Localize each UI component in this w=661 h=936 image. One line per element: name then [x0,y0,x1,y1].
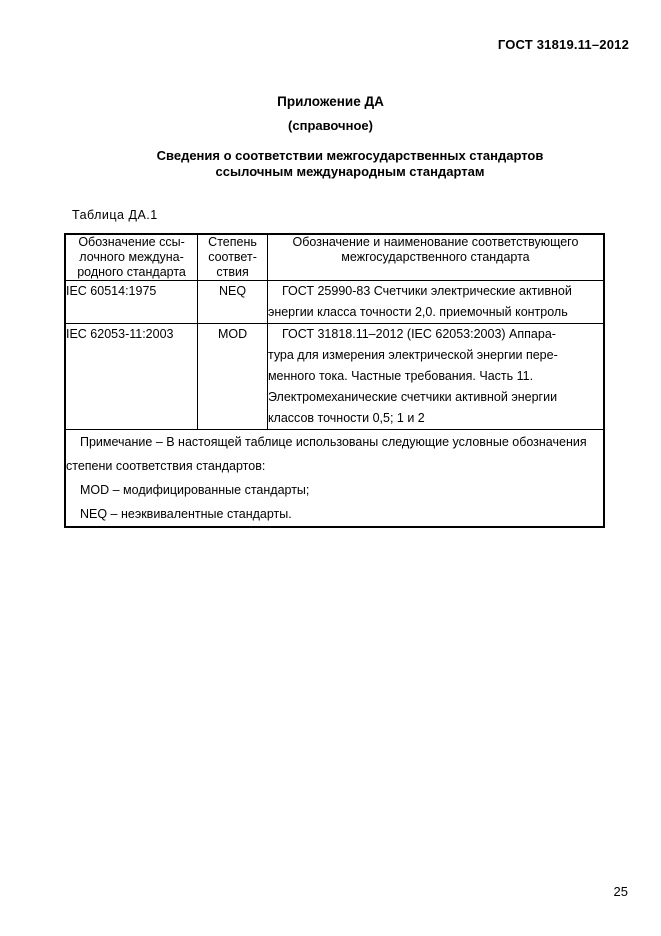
note-line: NEQ – неэквивалентные стандарты. [80,507,292,521]
cell-line: Электромеханические счетчики активной энергии [267,390,558,404]
cell-line: менного тока. Частные требования. Часть 11. [267,369,534,383]
annex-subtitle: (справочное) [288,118,373,133]
intl-standard-cell: IEC 62053-11:2003 [65,324,198,430]
standards-correspondence-table [64,233,605,528]
table-note [65,430,604,528]
column-header-degree [198,234,268,281]
cell-line: ГОСТ 31818.11–2012 (IEC 62053:2003) Аппара- [281,327,556,341]
header-line: лочного междуна- [79,250,184,264]
degree-cell: MOD [198,324,268,430]
table-header-row [65,234,604,281]
header-line: родного стандарта [77,265,186,279]
annex-heading [0,148,661,180]
cell-line: ГОСТ 25990-83 Счетчики электрические активной [281,284,572,298]
column-header-intl-standard [65,234,198,281]
document-number: ГОСТ 31819.11–2012 [497,37,629,52]
column-header-national-standard [267,234,604,281]
table-row [65,281,604,324]
intl-standard-cell: IEC 60514:1975 [65,281,198,324]
note-line: Примечание – В настоящей таблице использованы следующие условные обозначения [80,435,587,449]
note-line: MOD – модифицированные стандарты; [80,483,310,497]
cell-line: тура для измерения электрической энергии пере- [267,348,558,362]
national-standard-cell [267,324,604,430]
note-line: степени соответствия стандартов: [66,459,266,473]
national-standard-cell [267,281,604,324]
page-number: 25 [613,884,628,899]
header-line: ствия [216,265,249,279]
degree-cell: NEQ [198,281,268,324]
header-line: Степень [208,235,257,249]
header-line: межгосударственного стандарта [341,250,530,264]
table-note-row [65,430,604,528]
table-caption: Таблица ДА.1 [72,208,158,222]
header-line: Обозначение и наименование соответствующего [292,235,579,249]
annex-heading-line: Сведения о соответствии межгосударственных стандартов [156,148,544,163]
annex-title: Приложение ДА [277,94,384,109]
header-line: соответ- [208,250,257,264]
header-line: Обозначение ссы- [78,235,185,249]
table-row [65,324,604,430]
cell-line: энергии класса точности 2,0. приемочный контроль [267,305,568,319]
annex-heading-line: ссылочным международным стандартам [215,164,485,179]
cell-line: классов точности 0,5; 1 и 2 [267,411,425,425]
